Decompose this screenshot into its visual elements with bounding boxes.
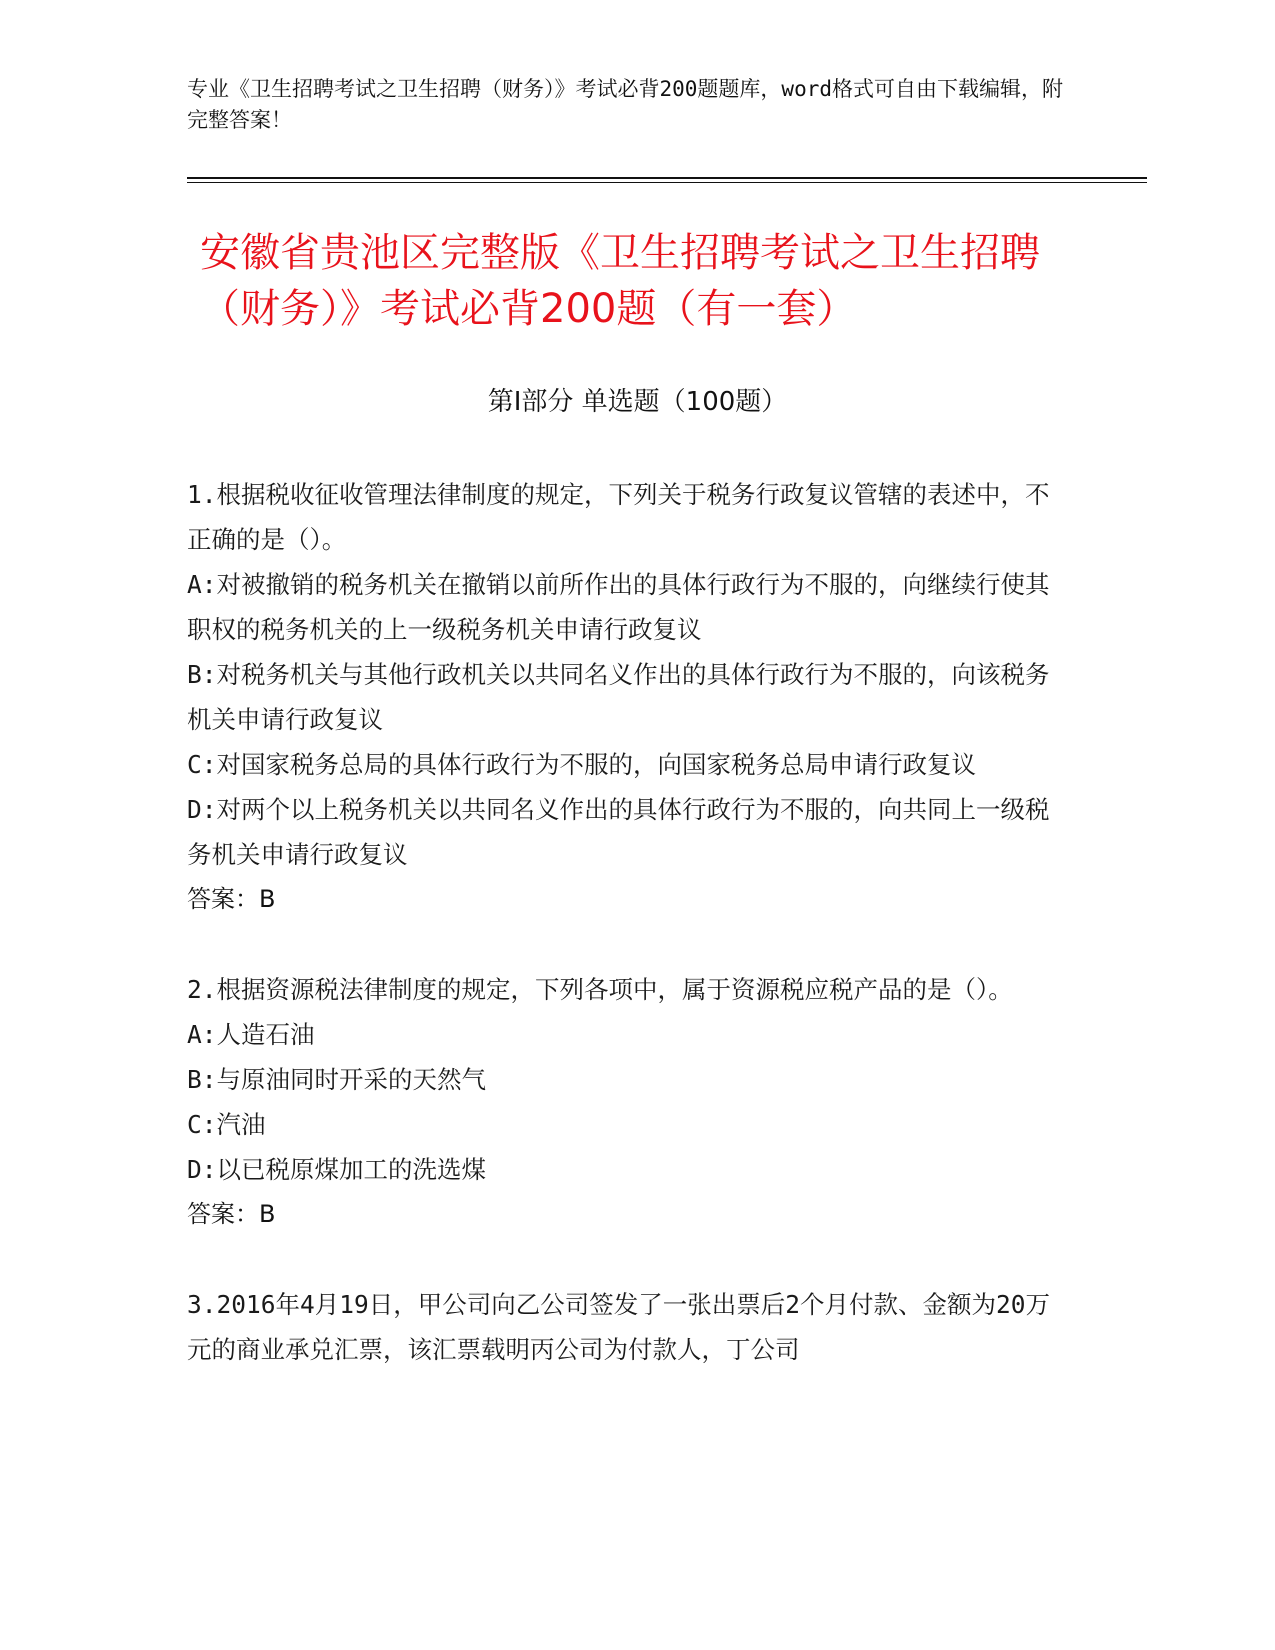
option-a: A:人造石油 [187, 1020, 315, 1049]
option-b: B:与原油同时开采的天然气 [187, 1065, 486, 1094]
option-b: B:对税务机关与其他行政机关以共同名义作出的具体行政行为不服的，向该税务机关申请行政复议 [187, 660, 1050, 734]
option-c: C:汽油 [187, 1110, 266, 1139]
header-note: 专业《卫生招聘考试之卫生招聘（财务）》考试必背200题题库，word格式可自由下载编辑，附完整答案！ [187, 77, 1063, 132]
header-divider-thin [187, 182, 1147, 183]
question-1 [187, 472, 1067, 922]
question-list [187, 472, 1067, 1417]
answer-label: 答案：B [187, 1200, 276, 1228]
option-c: C:对国家税务总局的具体行政行为不服的，向国家税务总局申请行政复议 [187, 750, 976, 779]
question-stem: 1.根据税收征收管理法律制度的规定，下列关于税务行政复议管辖的表述中，不正确的是（）。 [187, 480, 1050, 554]
option-d: D:以已税原煤加工的洗选煤 [187, 1155, 486, 1184]
document-title: 安徽省贵池区完整版《卫生招聘考试之卫生招聘（财务）》考试必背200题（有一套） [200, 230, 1040, 332]
question-2 [187, 967, 1067, 1237]
option-a: A:对被撤销的税务机关在撤销以前所作出的具体行政行为不服的，向继续行使其职权的税务机关的上一级税务机关申请行政复议 [187, 570, 1050, 644]
question-stem: 2.根据资源税法律制度的规定，下列各项中，属于资源税应税产品的是（）。 [187, 975, 1013, 1004]
header-divider [187, 177, 1147, 179]
question-3 [187, 1282, 1067, 1372]
question-stem: 3.2016年4月19日，甲公司向乙公司签发了一张出票后2个月付款、金额为20万元的商业承兑汇票，该汇票载明丙公司为付款人，丁公司 [187, 1290, 1050, 1364]
answer-label: 答案：B [187, 885, 276, 913]
option-d: D:对两个以上税务机关以共同名义作出的具体行政行为不服的，向共同上一级税务机关申请行政复议 [187, 795, 1050, 869]
section-heading: 第Ⅰ部分 单选题（100题） [487, 387, 788, 417]
